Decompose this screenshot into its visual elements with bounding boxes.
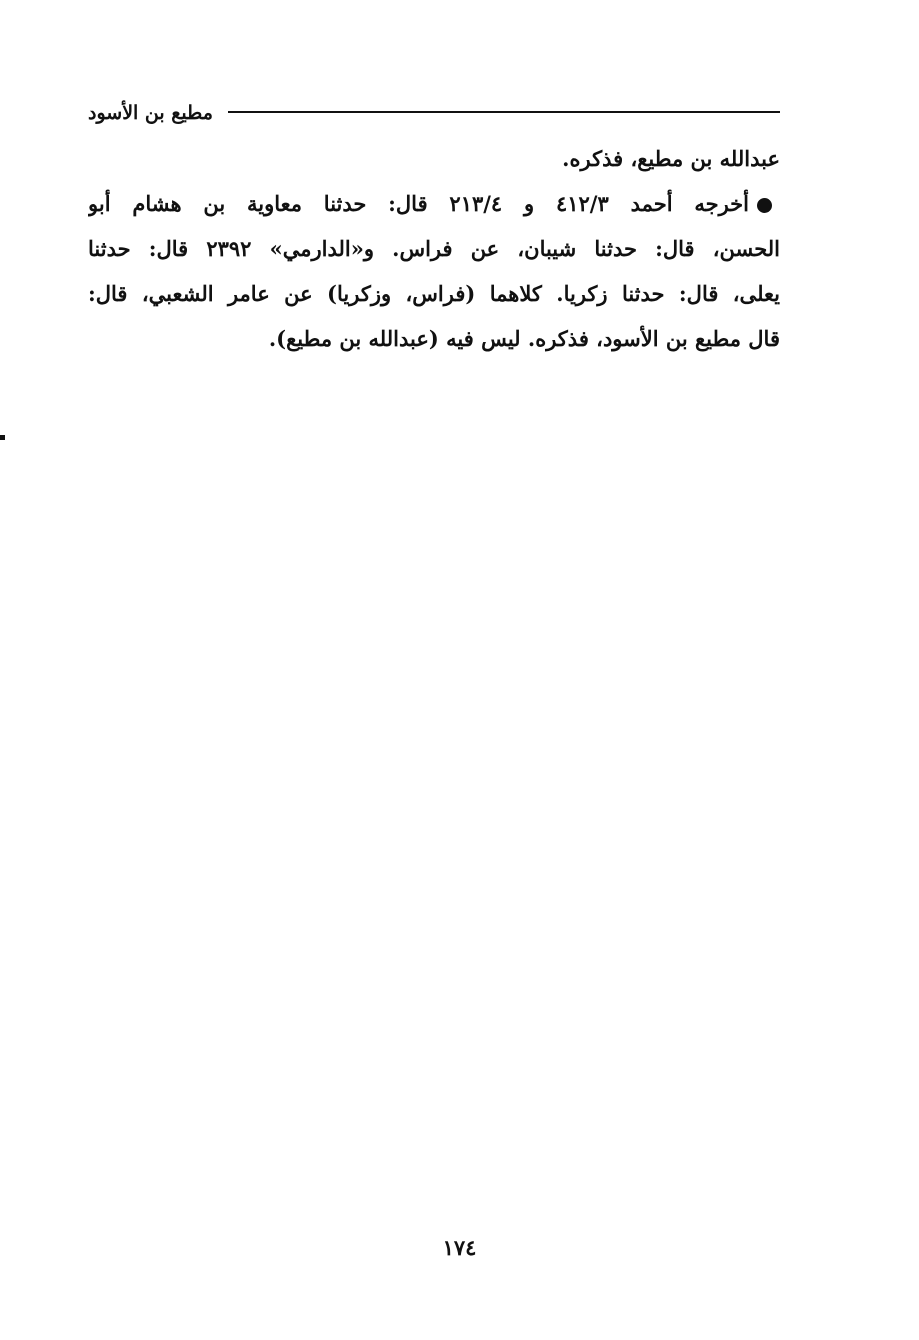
page-number: ١٧٤	[442, 1235, 477, 1260]
bullet-icon	[757, 198, 772, 213]
margin-mark	[0, 435, 5, 440]
text-line-3: الحسن، قال: حدثنا شيبان، عن فراس. و«الدارمي» ٢٣٩٢ قال: حدثنا	[88, 236, 780, 261]
header-rule	[228, 111, 780, 113]
text-line-1: عبدالله بن مطيع، فذكره.	[562, 146, 780, 171]
body-text	[88, 136, 780, 361]
running-title: مطيع بن الأسود	[88, 102, 213, 124]
text-line-2-content: أخرجه أحمد ٤١٢/٣ و ٢١٣/٤ قال: حدثنا معاوية بن هشام أبو	[88, 191, 749, 216]
text-line-5: قال مطيع بن الأسود، فذكره. ليس فيه (عبدالله بن مطيع).	[268, 326, 780, 351]
running-header	[88, 98, 780, 128]
text-line-2	[88, 181, 780, 226]
text-line-4: يعلى، قال: حدثنا زكريا. كلاهما (فراس، وزكريا) عن عامر الشعبي، قال:	[88, 281, 780, 306]
